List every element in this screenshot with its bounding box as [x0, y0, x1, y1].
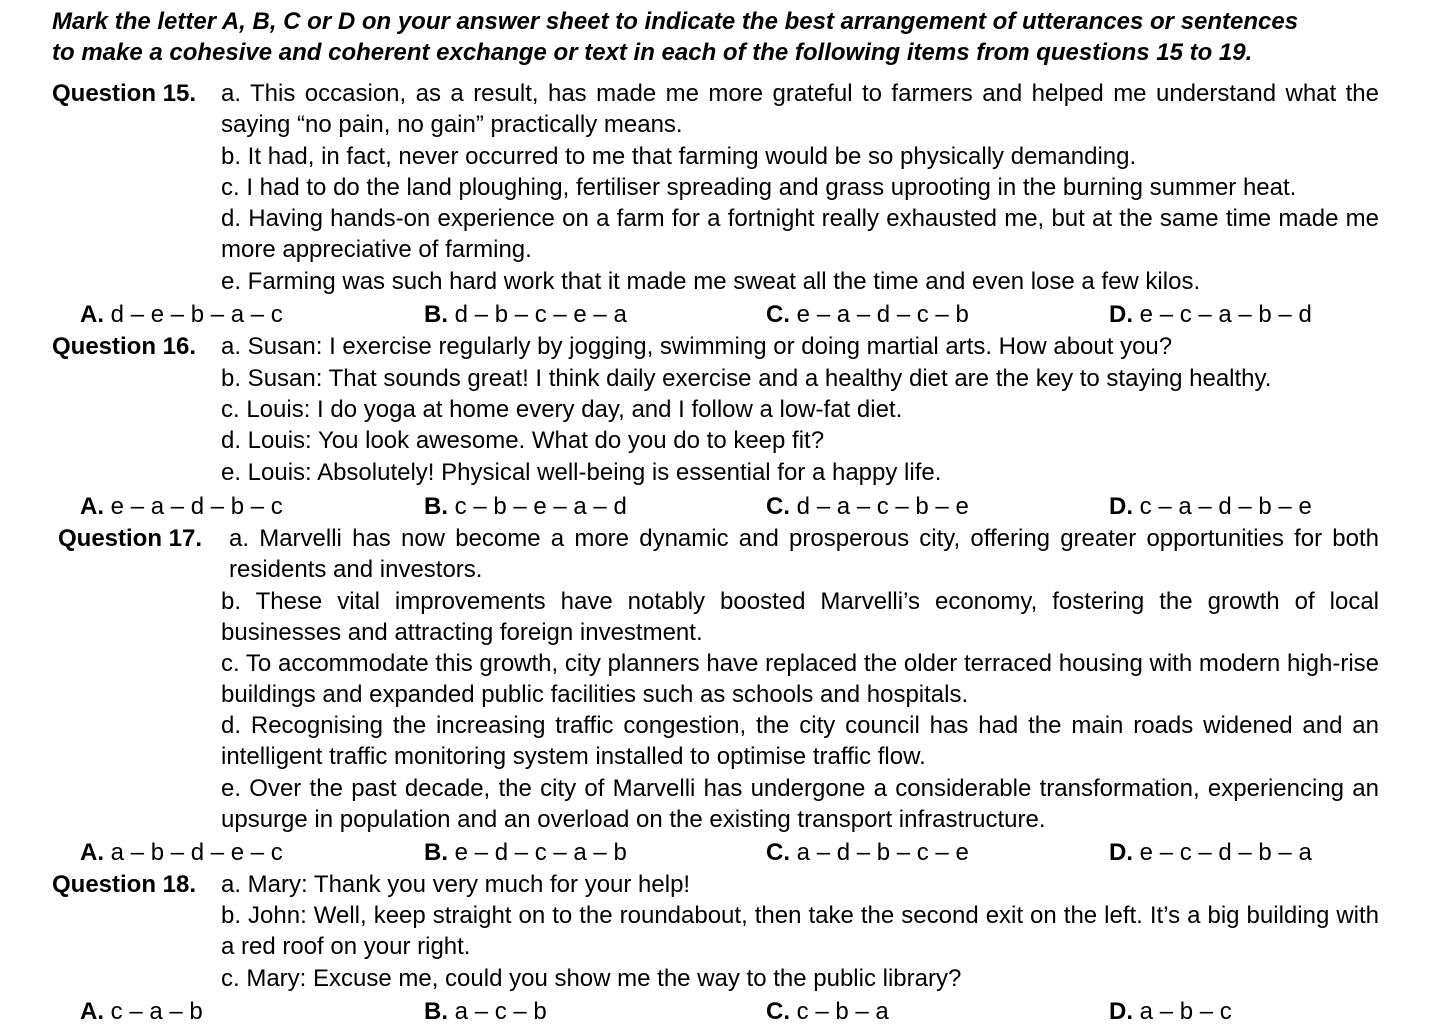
q18-answer-b: B. a – c – b	[424, 998, 547, 1025]
q17-option-e: e. Over the past decade, the city of Marvelli has undergone a considerable transformation, experiencing an upsurge in population and an overload on the existing transport infrastructure.	[221, 775, 1379, 833]
q16-option-b: b. Susan: That sounds great! I think daily exercise and a healthy diet are the key to staying healthy.	[221, 365, 1272, 392]
q15-answer-a: A. d – e – b – a – c	[80, 301, 283, 328]
q17-answer-c: C. a – d – b – c – e	[766, 839, 969, 866]
q17-answer-d: D. e – c – d – b – a	[1109, 839, 1312, 866]
q16-option-c: c. Louis: I do yoga at home every day, and I follow a low-fat diet.	[221, 396, 903, 423]
q15-answer-c: C. e – a – d – c – b	[766, 301, 969, 328]
q15-option-c: c. I had to do the land ploughing, fertiliser spreading and grass uprooting in the burning summer heat.	[221, 174, 1297, 201]
q16-answer-a: A. e – a – d – b – c	[80, 493, 283, 520]
q17-option-c: c. To accommodate this growth, city planners have replaced the older terraced housing with modern high-rise buildings and expanded public facilities such as schools and hospitals.	[221, 650, 1379, 708]
q17-option-a: a. Marvelli has now become a more dynamic and prosperous city, offering greater opportunities for both residents and investors.	[229, 525, 1379, 583]
instruction-line-2: to make a cohesive and coherent exchange or text in each of the following items from questions 15 to 19.	[52, 39, 1253, 66]
q15-option-d: d. Having hands-on experience on a farm for a fortnight really exhausted me, but at the same time made me more appreciative of farming.	[221, 205, 1379, 263]
instruction-line-1: Mark the letter A, B, C or D on your answer sheet to indicate the best arrangement of utterances or sentences	[52, 8, 1299, 35]
q16-answer-d: D. c – a – d – b – e	[1109, 493, 1312, 520]
q18-answer-a: A. c – a – b	[80, 998, 203, 1025]
q18-answer-d: D. a – b – c	[1109, 998, 1232, 1025]
q17-answer-b: B. e – d – c – a – b	[424, 839, 627, 866]
instruction	[52, 6, 1432, 68]
q16-answer-b: B. c – b – e – a – d	[424, 493, 627, 520]
q16-answer-c: C. d – a – c – b – e	[766, 493, 969, 520]
q17-option-b: b. These vital improvements have notably boosted Marvelli’s economy, fostering the growth of local businesses and attracting foreign investment.	[221, 588, 1379, 646]
q15-option-b: b. It had, in fact, never occurred to me that farming would be so physically demanding.	[221, 143, 1137, 170]
question-15-label: Question 15.	[52, 80, 197, 107]
q15-answer-d: D. e – c – a – b – d	[1109, 301, 1312, 328]
question-17-label: Question 17.	[58, 525, 203, 552]
q15-answer-b: B. d – b – c – e – a	[424, 301, 627, 328]
q18-option-c: c. Mary: Excuse me, could you show me the way to the public library?	[221, 965, 962, 992]
q17-answer-a: A. a – b – d – e – c	[80, 839, 283, 866]
q16-option-d: d. Louis: You look awesome. What do you do to keep fit?	[221, 427, 825, 454]
q18-option-b: b. John: Well, keep straight on to the roundabout, then take the second exit on the left. It’s a big building with a red roof on your right.	[221, 902, 1379, 960]
q16-option-e: e. Louis: Absolutely! Physical well-being is essential for a happy life.	[221, 459, 942, 486]
question-16-label: Question 16.	[52, 333, 197, 360]
q18-option-a: a. Mary: Thank you very much for your help!	[221, 871, 691, 898]
q18-answer-c: C. c – b – a	[766, 998, 889, 1025]
q15-option-e: e. Farming was such hard work that it made me sweat all the time and even lose a few kilos.	[221, 268, 1201, 295]
q17-option-d: d. Recognising the increasing traffic congestion, the city council has had the main roads widened and an intelligent traffic monitoring system installed to optimise traffic flow.	[221, 712, 1379, 770]
q15-option-a: a. This occasion, as a result, has made me more grateful to farmers and helped me understand what the saying “no pain, no gain” practically means.	[221, 80, 1379, 138]
question-18-label: Question 18.	[52, 871, 197, 898]
q16-option-a: a. Susan: I exercise regularly by jogging, swimming or doing martial arts. How about you?	[221, 333, 1173, 360]
